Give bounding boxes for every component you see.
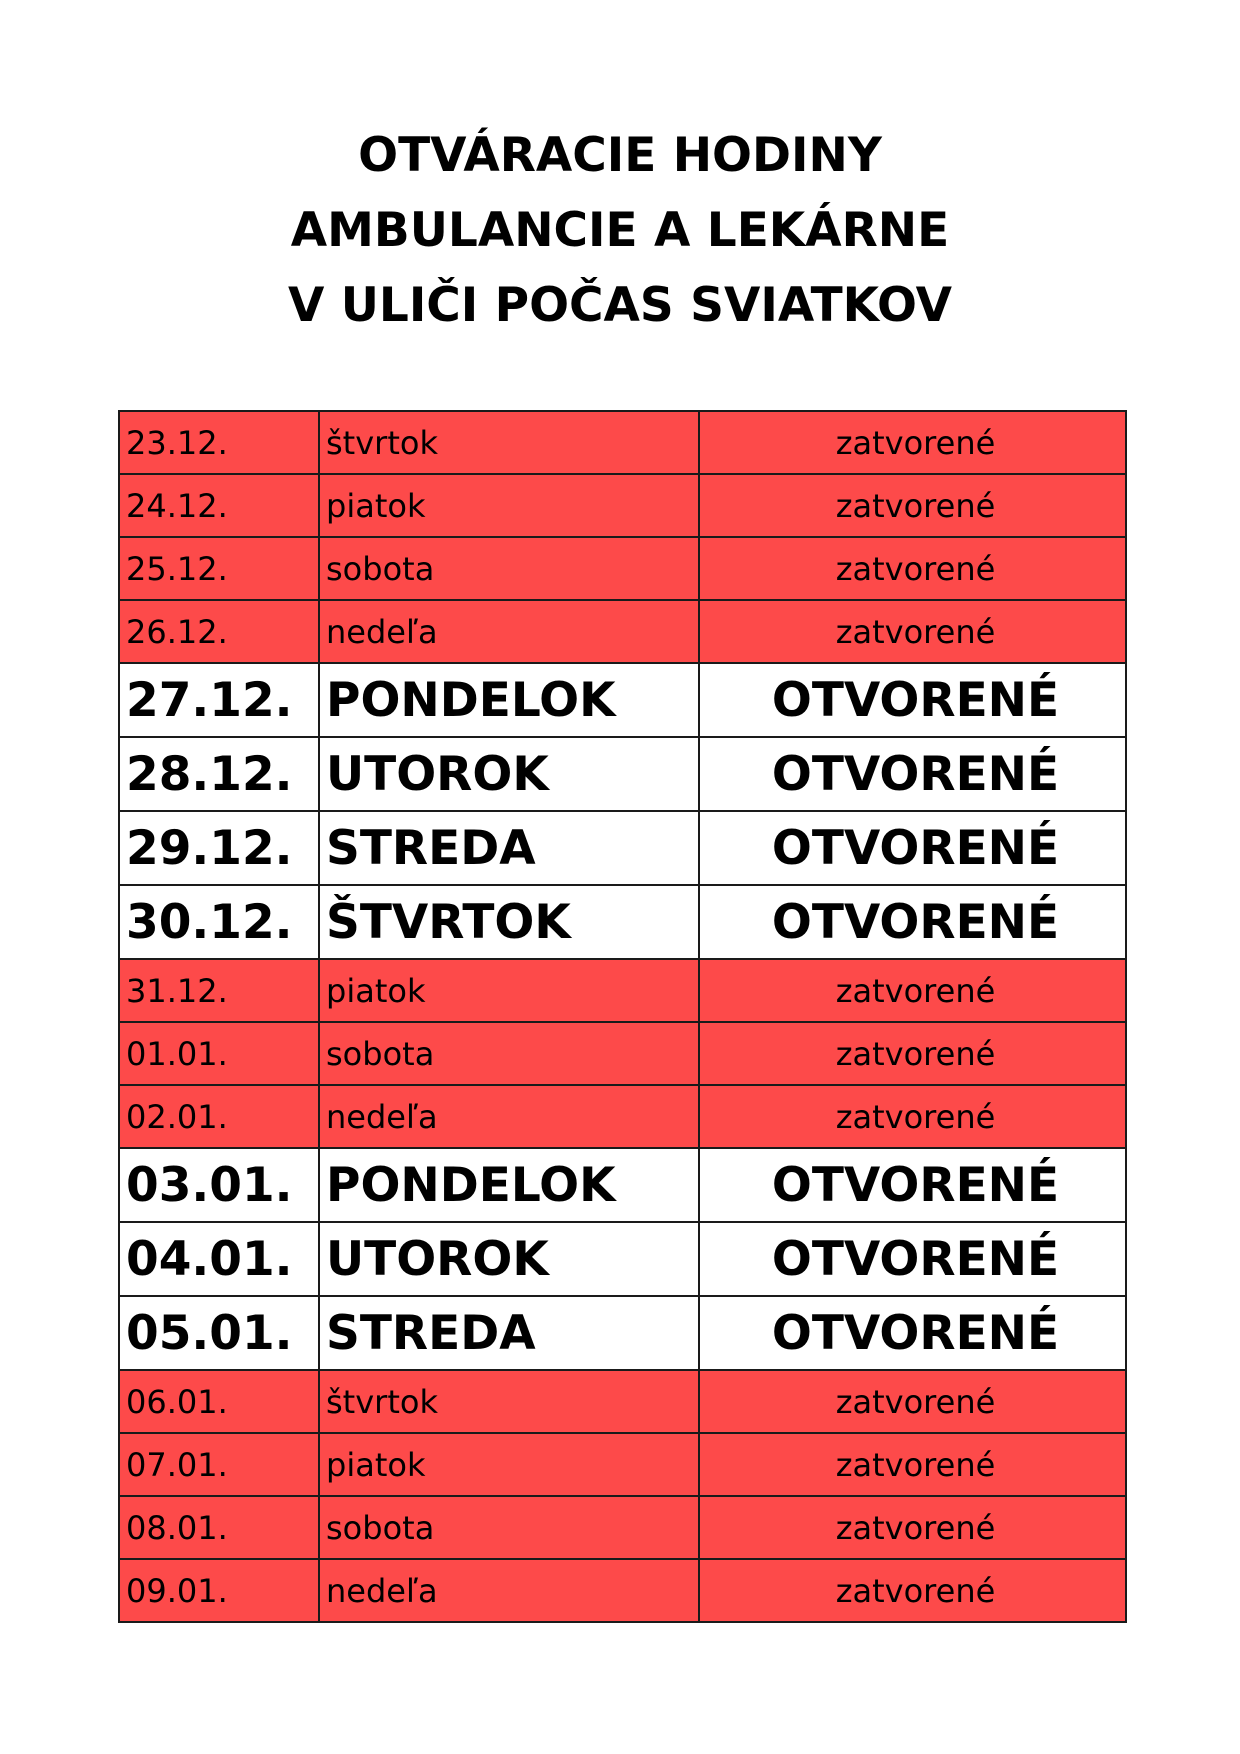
day-cell: nedeľa xyxy=(319,1559,699,1622)
table-row xyxy=(119,663,1126,737)
status-cell: OTVORENÉ xyxy=(699,885,1126,959)
day-cell: štvrtok xyxy=(319,411,699,474)
table-row xyxy=(119,1148,1126,1222)
table-row xyxy=(119,1022,1126,1085)
status-cell: OTVORENÉ xyxy=(699,663,1126,737)
table-row xyxy=(119,600,1126,663)
status-cell: zatvorené xyxy=(699,959,1126,1022)
date-cell: 28.12. xyxy=(119,737,319,811)
opening-hours-table xyxy=(118,410,1127,1623)
date-cell: 05.01. xyxy=(119,1296,319,1370)
day-cell: nedeľa xyxy=(319,1085,699,1148)
status-cell: zatvorené xyxy=(699,1496,1126,1559)
day-cell: sobota xyxy=(319,1496,699,1559)
date-cell: 08.01. xyxy=(119,1496,319,1559)
date-cell: 03.01. xyxy=(119,1148,319,1222)
status-cell: zatvorené xyxy=(699,537,1126,600)
day-cell: sobota xyxy=(319,537,699,600)
day-cell: PONDELOK xyxy=(319,1148,699,1222)
day-cell: STREDA xyxy=(319,811,699,885)
table-row xyxy=(119,1085,1126,1148)
table-row xyxy=(119,737,1126,811)
table-row xyxy=(119,811,1126,885)
date-cell: 26.12. xyxy=(119,600,319,663)
table-row xyxy=(119,537,1126,600)
date-cell: 01.01. xyxy=(119,1022,319,1085)
day-cell: STREDA xyxy=(319,1296,699,1370)
status-cell: zatvorené xyxy=(699,1022,1126,1085)
status-cell: zatvorené xyxy=(699,474,1126,537)
date-cell: 23.12. xyxy=(119,411,319,474)
table-row xyxy=(119,1222,1126,1296)
day-cell: štvrtok xyxy=(319,1370,699,1433)
date-cell: 06.01. xyxy=(119,1370,319,1433)
status-cell: zatvorené xyxy=(699,1559,1126,1622)
date-cell: 27.12. xyxy=(119,663,319,737)
page-title xyxy=(0,118,1240,343)
date-cell: 30.12. xyxy=(119,885,319,959)
table-row xyxy=(119,1559,1126,1622)
title-line-2: AMBULANCIE A LEKÁRNE xyxy=(290,203,950,258)
title-line-3: V ULIČI POČAS SVIATKOV xyxy=(287,278,953,333)
status-cell: zatvorené xyxy=(699,600,1126,663)
title-line-1: OTVÁRACIE HODINY xyxy=(358,128,882,183)
day-cell: sobota xyxy=(319,1022,699,1085)
status-cell: zatvorené xyxy=(699,1085,1126,1148)
status-cell: OTVORENÉ xyxy=(699,811,1126,885)
date-cell: 09.01. xyxy=(119,1559,319,1622)
opening-hours-table-body xyxy=(119,411,1126,1622)
day-cell: UTOROK xyxy=(319,737,699,811)
table-row xyxy=(119,474,1126,537)
status-cell: zatvorené xyxy=(699,1433,1126,1496)
date-cell: 07.01. xyxy=(119,1433,319,1496)
table-row xyxy=(119,1296,1126,1370)
status-cell: OTVORENÉ xyxy=(699,1296,1126,1370)
status-cell: zatvorené xyxy=(699,411,1126,474)
table-row xyxy=(119,1433,1126,1496)
day-cell: ŠTVRTOK xyxy=(319,885,699,959)
day-cell: UTOROK xyxy=(319,1222,699,1296)
status-cell: OTVORENÉ xyxy=(699,737,1126,811)
table-row xyxy=(119,885,1126,959)
table-row xyxy=(119,1370,1126,1433)
day-cell: PONDELOK xyxy=(319,663,699,737)
day-cell: piatok xyxy=(319,474,699,537)
date-cell: 04.01. xyxy=(119,1222,319,1296)
date-cell: 25.12. xyxy=(119,537,319,600)
table-row xyxy=(119,959,1126,1022)
status-cell: OTVORENÉ xyxy=(699,1222,1126,1296)
day-cell: piatok xyxy=(319,959,699,1022)
day-cell: nedeľa xyxy=(319,600,699,663)
status-cell: OTVORENÉ xyxy=(699,1148,1126,1222)
status-cell: zatvorené xyxy=(699,1370,1126,1433)
table-row xyxy=(119,1496,1126,1559)
date-cell: 29.12. xyxy=(119,811,319,885)
date-cell: 24.12. xyxy=(119,474,319,537)
date-cell: 31.12. xyxy=(119,959,319,1022)
day-cell: piatok xyxy=(319,1433,699,1496)
date-cell: 02.01. xyxy=(119,1085,319,1148)
table-row xyxy=(119,411,1126,474)
